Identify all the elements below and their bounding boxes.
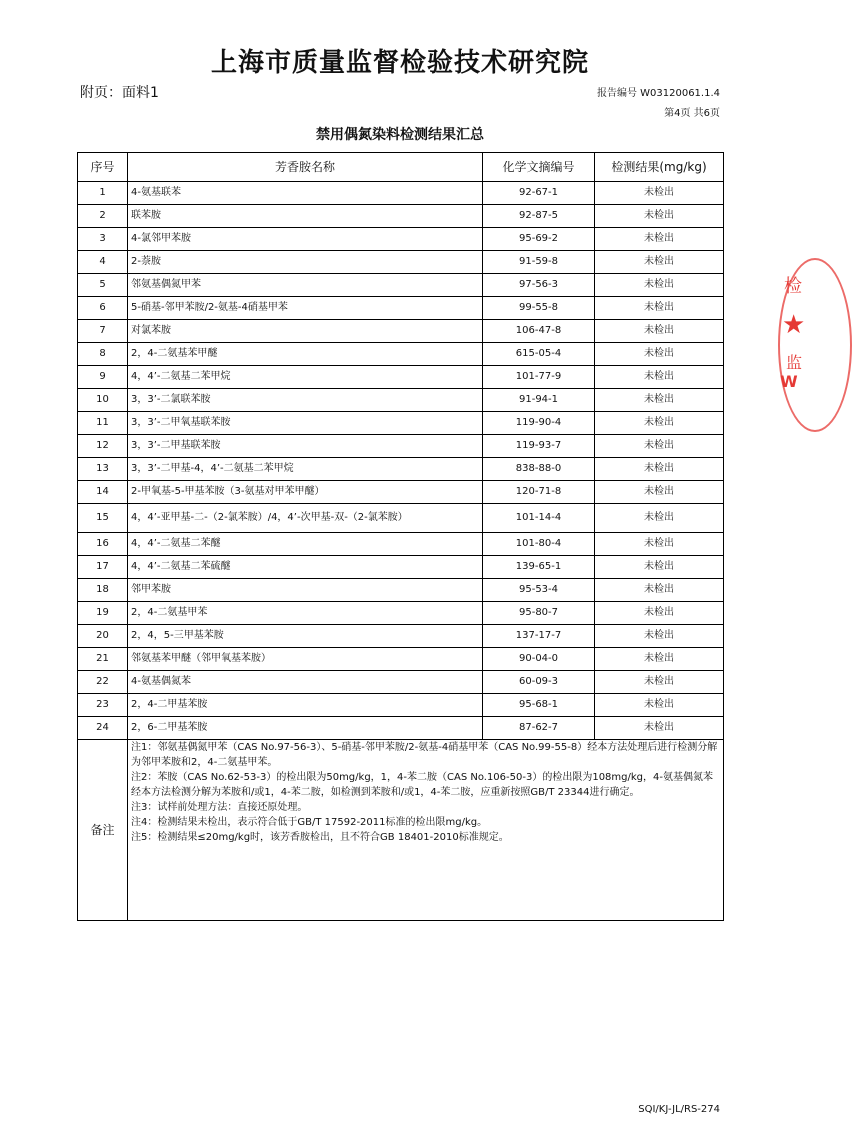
row-no: 17 bbox=[78, 556, 128, 579]
table-row bbox=[78, 579, 724, 602]
row-result: 未检出 bbox=[595, 251, 724, 274]
remarks-row bbox=[78, 740, 724, 921]
row-cas: 119-93-7 bbox=[483, 435, 595, 458]
row-name: 对氯苯胺 bbox=[128, 320, 483, 343]
row-result: 未检出 bbox=[595, 412, 724, 435]
row-no: 20 bbox=[78, 625, 128, 648]
table-row bbox=[78, 458, 724, 481]
row-cas: 92-67-1 bbox=[483, 182, 595, 205]
row-name: 4，4’-二氨基二苯硫醚 bbox=[128, 556, 483, 579]
row-name: 2，4-二甲基苯胺 bbox=[128, 694, 483, 717]
row-cas: 95-80-7 bbox=[483, 602, 595, 625]
results-table bbox=[77, 152, 724, 921]
table-row bbox=[78, 297, 724, 320]
row-name: 2，4，5-三甲基苯胺 bbox=[128, 625, 483, 648]
table-row bbox=[78, 412, 724, 435]
row-no: 10 bbox=[78, 389, 128, 412]
row-name: 4，4’-二氨基二苯醚 bbox=[128, 533, 483, 556]
row-result: 未检出 bbox=[595, 182, 724, 205]
table-row bbox=[78, 602, 724, 625]
row-name: 2，4-二氨基甲苯 bbox=[128, 602, 483, 625]
row-no: 18 bbox=[78, 579, 128, 602]
table-row bbox=[78, 671, 724, 694]
column-header-no: 序号 bbox=[78, 153, 128, 182]
page-number: 第4页 共6页 bbox=[664, 108, 720, 119]
table-row bbox=[78, 556, 724, 579]
row-no: 13 bbox=[78, 458, 128, 481]
row-result: 未检出 bbox=[595, 579, 724, 602]
row-name: 2，4-二氨基苯甲醚 bbox=[128, 343, 483, 366]
row-name: 4，4’-亚甲基-二-（2-氯苯胺）/4，4’-次甲基-双-（2-氯苯胺） bbox=[128, 504, 483, 533]
table-row bbox=[78, 366, 724, 389]
row-no: 21 bbox=[78, 648, 128, 671]
row-no: 15 bbox=[78, 504, 128, 533]
row-cas: 95-68-1 bbox=[483, 694, 595, 717]
row-result: 未检出 bbox=[595, 504, 724, 533]
row-name: 邻氨基偶氮甲苯 bbox=[128, 274, 483, 297]
row-name: 3，3’-二甲基-4，4’-二氨基二苯甲烷 bbox=[128, 458, 483, 481]
row-name: 2-萘胺 bbox=[128, 251, 483, 274]
seal-star-icon: ★ bbox=[782, 310, 806, 340]
row-result: 未检出 bbox=[595, 274, 724, 297]
row-result: 未检出 bbox=[595, 481, 724, 504]
row-no: 16 bbox=[78, 533, 128, 556]
row-name: 邻氨基苯甲醚（邻甲氧基苯胺） bbox=[128, 648, 483, 671]
table-row bbox=[78, 625, 724, 648]
row-name: 3，3’-二甲氧基联苯胺 bbox=[128, 412, 483, 435]
table-row bbox=[78, 504, 724, 533]
row-result: 未检出 bbox=[595, 648, 724, 671]
row-no: 5 bbox=[78, 274, 128, 297]
row-result: 未检出 bbox=[595, 671, 724, 694]
row-no: 3 bbox=[78, 228, 128, 251]
row-cas: 106-47-8 bbox=[483, 320, 595, 343]
row-name: 4，4’-二氨基二苯甲烷 bbox=[128, 366, 483, 389]
remarks-label: 备注 bbox=[78, 740, 128, 921]
row-no: 22 bbox=[78, 671, 128, 694]
row-cas: 95-53-4 bbox=[483, 579, 595, 602]
row-name: 邻甲苯胺 bbox=[128, 579, 483, 602]
row-cas: 91-94-1 bbox=[483, 389, 595, 412]
row-no: 11 bbox=[78, 412, 128, 435]
row-cas: 90-04-0 bbox=[483, 648, 595, 671]
row-result: 未检出 bbox=[595, 366, 724, 389]
table-row bbox=[78, 205, 724, 228]
row-cas: 101-77-9 bbox=[483, 366, 595, 389]
row-name: 2-甲氧基-5-甲基苯胺（3-氨基对甲苯甲醚） bbox=[128, 481, 483, 504]
column-header-result: 检测结果(mg/kg) bbox=[595, 153, 724, 182]
row-result: 未检出 bbox=[595, 458, 724, 481]
row-result: 未检出 bbox=[595, 205, 724, 228]
row-result: 未检出 bbox=[595, 694, 724, 717]
row-cas: 101-14-4 bbox=[483, 504, 595, 533]
seal-text: W bbox=[780, 372, 798, 391]
table-row bbox=[78, 694, 724, 717]
row-name: 联苯胺 bbox=[128, 205, 483, 228]
remark-note: 注3：试样前处理方法：直接还原处理。 bbox=[131, 802, 308, 813]
row-cas: 139-65-1 bbox=[483, 556, 595, 579]
row-result: 未检出 bbox=[595, 602, 724, 625]
seal-text: 检 bbox=[784, 276, 802, 297]
table-row bbox=[78, 533, 724, 556]
row-result: 未检出 bbox=[595, 533, 724, 556]
row-no: 1 bbox=[78, 182, 128, 205]
remark-note: 注4：检测结果未检出，表示符合低于GB/T 17592-2011标准的检出限mg/kg。 bbox=[131, 817, 488, 828]
row-cas: 91-59-8 bbox=[483, 251, 595, 274]
row-no: 2 bbox=[78, 205, 128, 228]
row-result: 未检出 bbox=[595, 625, 724, 648]
row-cas: 60-09-3 bbox=[483, 671, 595, 694]
form-code: SQI/KJ-JL/RS-274 bbox=[638, 1104, 720, 1115]
row-result: 未检出 bbox=[595, 297, 724, 320]
row-cas: 120-71-8 bbox=[483, 481, 595, 504]
table-row bbox=[78, 717, 724, 740]
column-header-cas: 化学文摘编号 bbox=[483, 153, 595, 182]
row-result: 未检出 bbox=[595, 343, 724, 366]
row-no: 14 bbox=[78, 481, 128, 504]
row-cas: 119-90-4 bbox=[483, 412, 595, 435]
row-result: 未检出 bbox=[595, 228, 724, 251]
remark-note: 注5：检测结果≤20mg/kg时，该芳香胺检出，且不符合GB 18401-2010标准规定。 bbox=[131, 832, 509, 843]
row-name: 4-氨基联苯 bbox=[128, 182, 483, 205]
report-number: 报告编号 W03120061.1.4 bbox=[596, 88, 720, 99]
row-name: 5-硝基-邻甲苯胺/2-氨基-4硝基甲苯 bbox=[128, 297, 483, 320]
attachment-label: 附页：面料1 bbox=[80, 85, 159, 101]
row-no: 6 bbox=[78, 297, 128, 320]
row-result: 未检出 bbox=[595, 435, 724, 458]
table-row bbox=[78, 182, 724, 205]
row-cas: 137-17-7 bbox=[483, 625, 595, 648]
remark-note: 注2：苯胺（CAS No.62-53-3）的检出限为50mg/kg，1，4-苯二胺（CAS No.106-50-3）的检出限为108mg/kg，4-氨基偶氮苯经本方法检测分解为苯胺和/或1，4-苯二胺，如检测到苯胺和/或1，4-苯二胺，应重新按照GB/T 23344进行确定。 bbox=[131, 772, 713, 798]
row-result: 未检出 bbox=[595, 556, 724, 579]
row-cas: 87-62-7 bbox=[483, 717, 595, 740]
table-row bbox=[78, 343, 724, 366]
table-row bbox=[78, 435, 724, 458]
row-no: 23 bbox=[78, 694, 128, 717]
table-row bbox=[78, 228, 724, 251]
row-no: 4 bbox=[78, 251, 128, 274]
table-row bbox=[78, 251, 724, 274]
row-name: 3，3’-二甲基联苯胺 bbox=[128, 435, 483, 458]
row-result: 未检出 bbox=[595, 389, 724, 412]
table-row bbox=[78, 648, 724, 671]
row-cas: 92-87-5 bbox=[483, 205, 595, 228]
row-result: 未检出 bbox=[595, 320, 724, 343]
row-name: 3，3’-二氯联苯胺 bbox=[128, 389, 483, 412]
row-name: 2，6-二甲基苯胺 bbox=[128, 717, 483, 740]
row-cas: 101-80-4 bbox=[483, 533, 595, 556]
row-no: 12 bbox=[78, 435, 128, 458]
row-cas: 95-69-2 bbox=[483, 228, 595, 251]
table-row bbox=[78, 274, 724, 297]
seal-text: 监 bbox=[786, 353, 803, 372]
row-result: 未检出 bbox=[595, 717, 724, 740]
table-row bbox=[78, 481, 724, 504]
remark-note: 注1：邻氨基偶氮甲苯（CAS No.97-56-3）、5-硝基-邻甲苯胺/2-氨基-4硝基甲苯（CAS No.99-55-8）经本方法处理后进行检测分解为邻甲苯胺和2，4-二氨基甲苯。 bbox=[131, 742, 718, 768]
row-no: 7 bbox=[78, 320, 128, 343]
row-no: 8 bbox=[78, 343, 128, 366]
row-no: 19 bbox=[78, 602, 128, 625]
table-row bbox=[78, 320, 724, 343]
row-no: 9 bbox=[78, 366, 128, 389]
row-cas: 838-88-0 bbox=[483, 458, 595, 481]
remarks-cell bbox=[128, 740, 724, 921]
row-cas: 99-55-8 bbox=[483, 297, 595, 320]
table-header-row bbox=[78, 153, 724, 182]
row-cas: 97-56-3 bbox=[483, 274, 595, 297]
table-row bbox=[78, 389, 724, 412]
column-header-name: 芳香胺名称 bbox=[128, 153, 483, 182]
institute-title: 上海市质量监督检验技术研究院 bbox=[210, 48, 589, 78]
row-no: 24 bbox=[78, 717, 128, 740]
row-name: 4-氯邻甲苯胺 bbox=[128, 228, 483, 251]
row-cas: 615-05-4 bbox=[483, 343, 595, 366]
row-name: 4-氨基偶氮苯 bbox=[128, 671, 483, 694]
table-title: 禁用偶氮染料检测结果汇总 bbox=[316, 127, 484, 143]
